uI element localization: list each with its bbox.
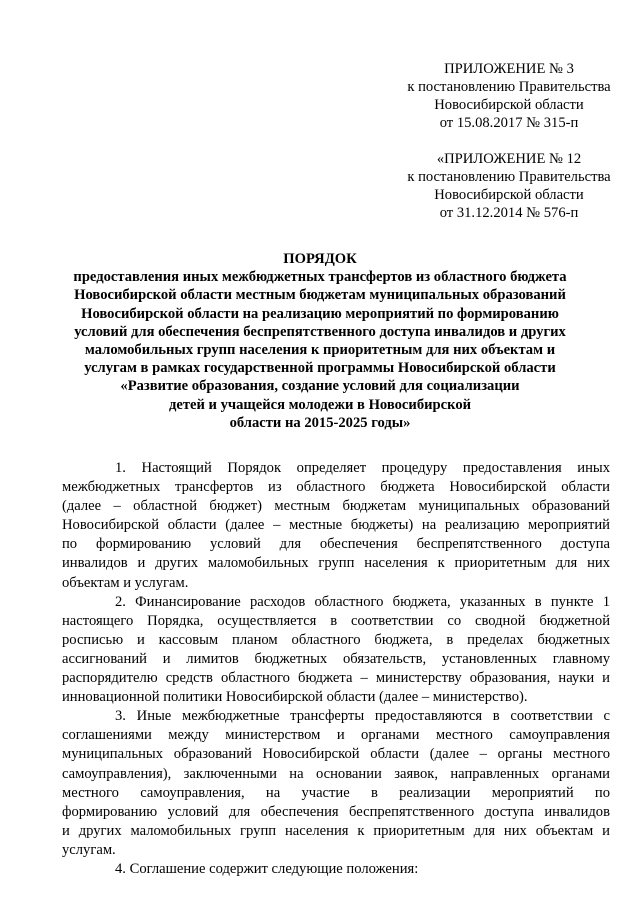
- paragraph-line: 3. Иные межбюджетные трансферты предоставляются в соответствии с: [115, 708, 610, 725]
- title-heading: ПОРЯДОК: [283, 251, 357, 267]
- paragraph-4: [62, 860, 610, 879]
- paragraph-line: ассигнований и лимитов бюджетных обязательств, установленных главному: [62, 650, 610, 667]
- title-line: «Развитие образования, создание условий для социализации: [120, 378, 520, 395]
- paragraph-line: 4. Соглашение содержит следующие положения:: [115, 860, 419, 877]
- appendix-date-number: от 15.08.2017 № 315-п: [439, 115, 579, 131]
- appendix-region: Новосибирской области: [434, 97, 584, 113]
- appendix-date-number: от 31.12.2014 № 576-п: [439, 205, 579, 221]
- title-line: области на 2015-2025 годы»: [229, 414, 411, 431]
- appendix-resolution-ref: к постановлению Правительства: [407, 169, 611, 185]
- paragraph-line: росписью и кассовым планом областного бюджета, в пределах бюджетных: [62, 631, 610, 648]
- paragraph-line: инновационной политики Новосибирской области (далее – министерство).: [62, 689, 528, 706]
- paragraph-line: местного самоуправления, на участие в реализации мероприятий по: [62, 784, 610, 801]
- paragraph-1: [62, 459, 610, 593]
- title-line: услугам в рамках государственной программы Новосибирской области: [84, 360, 556, 377]
- paragraph-line: распорядителю средств областного бюджета – министерству образования, науки и: [62, 670, 610, 687]
- paragraph-line: межбюджетных трансфертов из областного бюджета Новосибирской области: [62, 479, 610, 496]
- document-body: [62, 459, 610, 879]
- title-line: Новосибирской области на реализацию мероприятий по формированию: [81, 305, 559, 322]
- title-line: Новосибирской области местным бюджетам муниципальных образований: [74, 287, 566, 304]
- paragraph-line: услугам.: [62, 841, 116, 858]
- paragraph-line: самоуправления), заключенными на основании заявок, направленных органами: [62, 765, 610, 782]
- title-line: маломобильных групп населения к приоритетным для них объектам и: [84, 342, 556, 359]
- paragraph-line: инвалидов и других маломобильных групп населения к приоритетным для них: [62, 555, 610, 572]
- appendix-header-current: [394, 60, 624, 132]
- title-line: детей и учащейся молодежи в Новосибирской: [168, 396, 472, 413]
- paragraph-2: [62, 593, 610, 708]
- paragraph-line: 1. Настоящий Порядок определяет процедуру предоставления иных: [115, 460, 610, 476]
- paragraph-line: соглашениями между министерством и органами местного самоуправления: [62, 727, 610, 744]
- paragraph-line: и других маломобильных групп населения к приоритетным для них объектам и: [62, 822, 610, 839]
- paragraph-line: (далее – областной бюджет) местным бюджетам муниципальных образований: [62, 498, 610, 515]
- paragraph-line: объектам и услугам.: [62, 574, 189, 591]
- paragraph-line: по формированию условий для обеспечения беспрепятственного доступа: [62, 536, 610, 553]
- paragraph-line: настоящего Порядка, осуществляется в соответствии со сводной бюджетной: [62, 612, 610, 629]
- paragraph-line: Новосибирской области (далее – местные бюджеты) на реализацию мероприятий: [62, 517, 610, 534]
- paragraph-line: формированию условий для обеспечения беспрепятственного доступа инвалидов: [62, 803, 610, 820]
- paragraph-line: муниципальных образований Новосибирской области (далее – органы местного: [62, 746, 610, 763]
- title-line: условий для обеспечения беспрепятственного доступа инвалидов и других: [74, 323, 566, 340]
- appendix-region: Новосибирской области: [434, 187, 584, 203]
- paragraph-line: 2. Финансирование расходов областного бюджета, указанных в пункте 1: [115, 593, 610, 610]
- document-title: [62, 250, 578, 432]
- appendix-number: ПРИЛОЖЕНИЕ № 3: [444, 61, 574, 77]
- appendix-header-original: [394, 150, 624, 222]
- title-line: предоставления иных межбюджетных трансфертов из областного бюджета: [73, 269, 567, 286]
- appendix-resolution-ref: к постановлению Правительства: [407, 79, 611, 95]
- appendix-number: «ПРИЛОЖЕНИЕ № 12: [436, 151, 582, 167]
- paragraph-3: [62, 707, 610, 860]
